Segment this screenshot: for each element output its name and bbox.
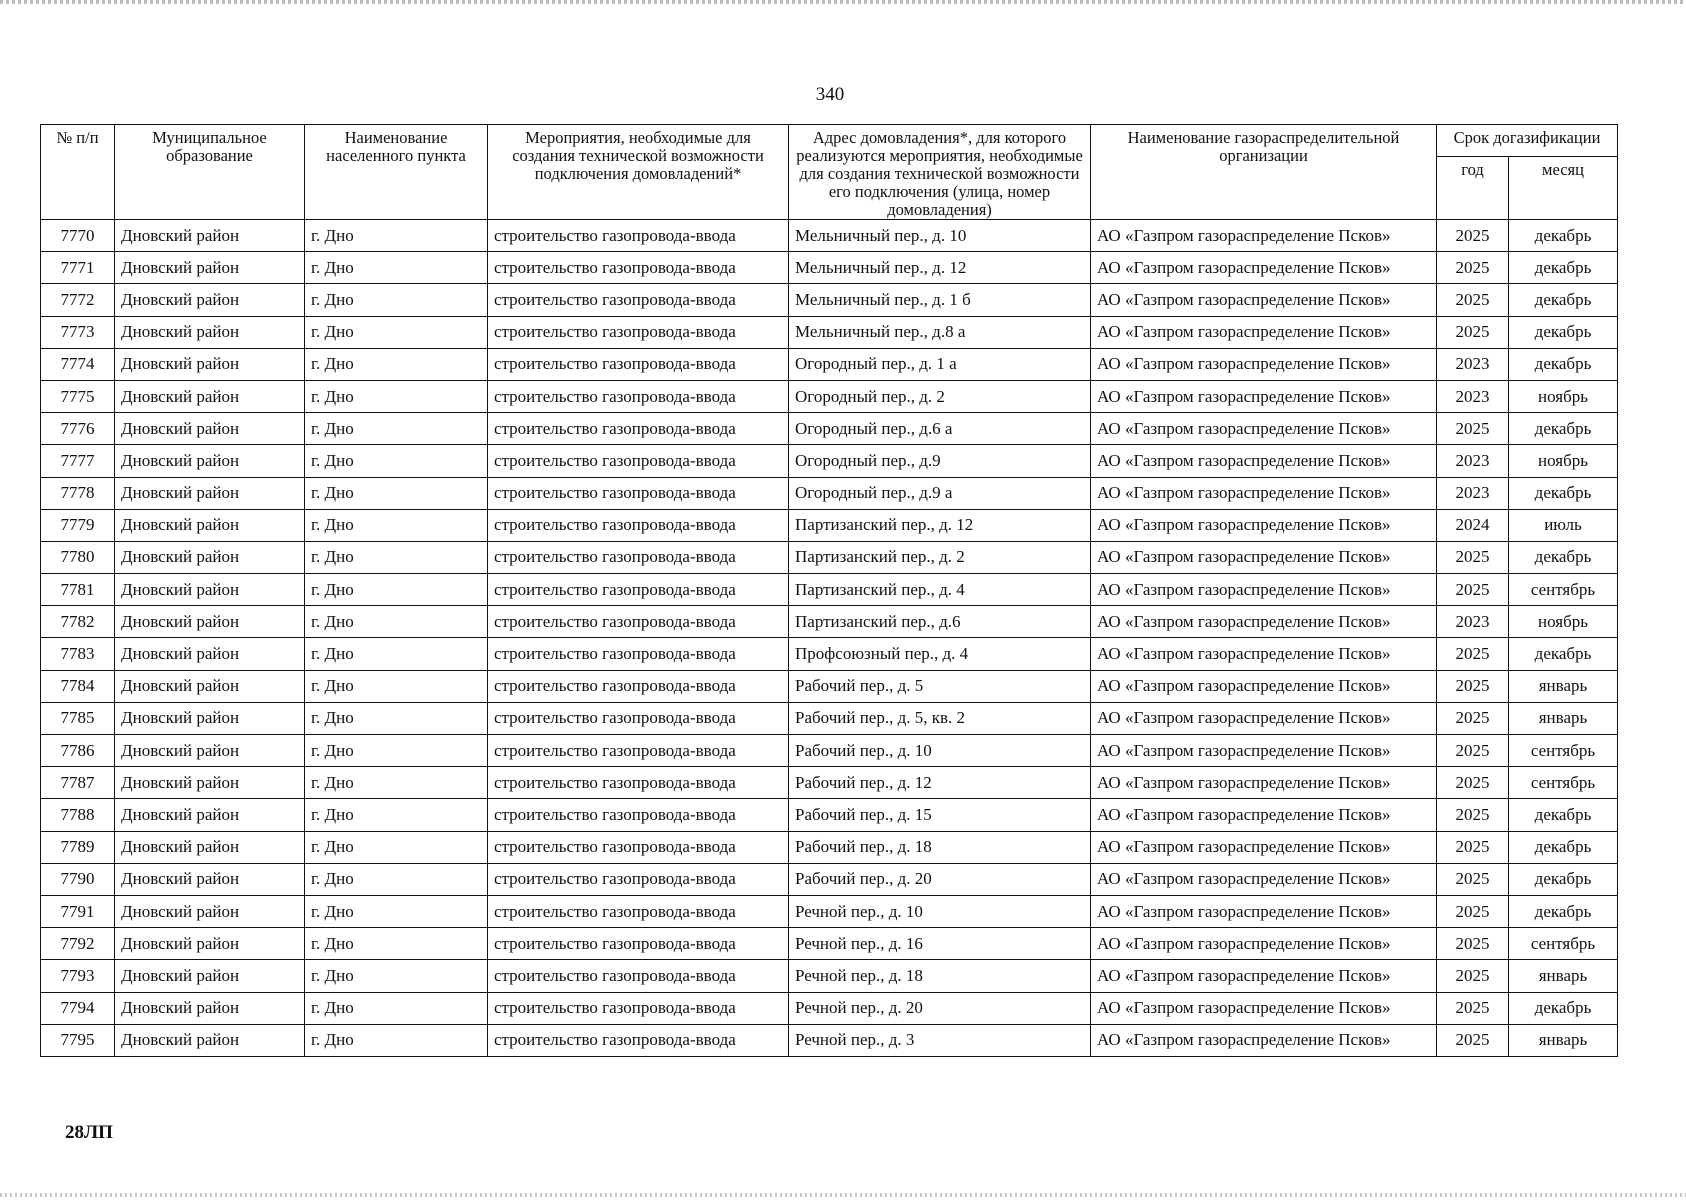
cell-settlement: г. Дно (305, 220, 488, 252)
cell-num: 7787 (41, 767, 115, 799)
cell-settlement: г. Дно (305, 895, 488, 927)
table-row (41, 445, 1618, 477)
cell-month: декабрь (1509, 220, 1618, 252)
cell-month: декабрь (1509, 348, 1618, 380)
cell-municipality: Дновский район (115, 541, 305, 573)
cell-measure: строительство газопровода-ввода (488, 574, 789, 606)
cell-municipality: Дновский район (115, 895, 305, 927)
cell-address: Партизанский пер., д.6 (789, 606, 1091, 638)
header-num: № п/п (41, 125, 115, 220)
cell-municipality: Дновский район (115, 284, 305, 316)
cell-year: 2025 (1437, 702, 1509, 734)
cell-settlement: г. Дно (305, 960, 488, 992)
cell-org: АО «Газпром газораспределение Псков» (1091, 767, 1437, 799)
cell-org: АО «Газпром газораспределение Псков» (1091, 413, 1437, 445)
cell-settlement: г. Дно (305, 735, 488, 767)
cell-num: 7775 (41, 380, 115, 412)
cell-year: 2025 (1437, 863, 1509, 895)
cell-month: декабрь (1509, 541, 1618, 573)
cell-year: 2025 (1437, 831, 1509, 863)
cell-num: 7782 (41, 606, 115, 638)
cell-address: Партизанский пер., д. 12 (789, 509, 1091, 541)
cell-num: 7780 (41, 541, 115, 573)
cell-month: январь (1509, 670, 1618, 702)
cell-settlement: г. Дно (305, 284, 488, 316)
table-row (41, 284, 1618, 316)
cell-settlement: г. Дно (305, 767, 488, 799)
cell-num: 7795 (41, 1024, 115, 1056)
cell-measure: строительство газопровода-ввода (488, 252, 789, 284)
cell-org: АО «Газпром газораспределение Псков» (1091, 735, 1437, 767)
cell-year: 2025 (1437, 541, 1509, 573)
cell-settlement: г. Дно (305, 316, 488, 348)
table-row (41, 606, 1618, 638)
cell-org: АО «Газпром газораспределение Псков» (1091, 380, 1437, 412)
cell-month: декабрь (1509, 863, 1618, 895)
cell-num: 7772 (41, 284, 115, 316)
cell-month: декабрь (1509, 992, 1618, 1024)
cell-measure: строительство газопровода-ввода (488, 316, 789, 348)
cell-settlement: г. Дно (305, 799, 488, 831)
table-row (41, 928, 1618, 960)
cell-municipality: Дновский район (115, 702, 305, 734)
scan-edge-top (0, 0, 1686, 4)
cell-num: 7779 (41, 509, 115, 541)
cell-settlement: г. Дно (305, 992, 488, 1024)
cell-month: декабрь (1509, 252, 1618, 284)
cell-address: Рабочий пер., д. 18 (789, 831, 1091, 863)
cell-settlement: г. Дно (305, 638, 488, 670)
cell-measure: строительство газопровода-ввода (488, 541, 789, 573)
cell-measure: строительство газопровода-ввода (488, 284, 789, 316)
cell-municipality: Дновский район (115, 735, 305, 767)
cell-settlement: г. Дно (305, 863, 488, 895)
cell-municipality: Дновский район (115, 220, 305, 252)
cell-year: 2025 (1437, 767, 1509, 799)
table-row (41, 413, 1618, 445)
cell-measure: строительство газопровода-ввода (488, 509, 789, 541)
cell-address: Мельничный пер., д. 10 (789, 220, 1091, 252)
cell-month: июль (1509, 509, 1618, 541)
cell-settlement: г. Дно (305, 702, 488, 734)
cell-year: 2024 (1437, 509, 1509, 541)
cell-address: Рабочий пер., д. 10 (789, 735, 1091, 767)
cell-month: ноябрь (1509, 380, 1618, 412)
table-row (41, 380, 1618, 412)
cell-year: 2023 (1437, 445, 1509, 477)
cell-org: АО «Газпром газораспределение Псков» (1091, 702, 1437, 734)
cell-org: АО «Газпром газораспределение Псков» (1091, 831, 1437, 863)
cell-address: Рабочий пер., д. 12 (789, 767, 1091, 799)
cell-municipality: Дновский район (115, 960, 305, 992)
cell-address: Речной пер., д. 18 (789, 960, 1091, 992)
cell-measure: строительство газопровода-ввода (488, 799, 789, 831)
cell-month: ноябрь (1509, 445, 1618, 477)
cell-settlement: г. Дно (305, 413, 488, 445)
header-municipality: Муниципальное образование (115, 125, 305, 220)
table-row (41, 638, 1618, 670)
cell-org: АО «Газпром газораспределение Псков» (1091, 541, 1437, 573)
table-row (41, 220, 1618, 252)
cell-address: Огородный пер., д. 1 а (789, 348, 1091, 380)
cell-org: АО «Газпром газораспределение Псков» (1091, 928, 1437, 960)
cell-measure: строительство газопровода-ввода (488, 831, 789, 863)
cell-year: 2025 (1437, 992, 1509, 1024)
cell-org: АО «Газпром газораспределение Псков» (1091, 252, 1437, 284)
cell-org: АО «Газпром газораспределение Псков» (1091, 348, 1437, 380)
cell-measure: строительство газопровода-ввода (488, 735, 789, 767)
cell-settlement: г. Дно (305, 445, 488, 477)
table-row (41, 348, 1618, 380)
header-year: год (1437, 157, 1509, 220)
cell-num: 7771 (41, 252, 115, 284)
cell-address: Профсоюзный пер., д. 4 (789, 638, 1091, 670)
cell-org: АО «Газпром газораспределение Псков» (1091, 574, 1437, 606)
cell-measure: строительство газопровода-ввода (488, 1024, 789, 1056)
table-row (41, 477, 1618, 509)
cell-address: Партизанский пер., д. 2 (789, 541, 1091, 573)
cell-org: АО «Газпром газораспределение Псков» (1091, 477, 1437, 509)
cell-org: АО «Газпром газораспределение Псков» (1091, 284, 1437, 316)
cell-org: АО «Газпром газораспределение Псков» (1091, 220, 1437, 252)
cell-num: 7778 (41, 477, 115, 509)
cell-settlement: г. Дно (305, 509, 488, 541)
table-row (41, 509, 1618, 541)
cell-num: 7770 (41, 220, 115, 252)
cell-month: декабрь (1509, 477, 1618, 509)
cell-measure: строительство газопровода-ввода (488, 606, 789, 638)
cell-municipality: Дновский район (115, 606, 305, 638)
cell-year: 2025 (1437, 735, 1509, 767)
cell-year: 2023 (1437, 380, 1509, 412)
cell-settlement: г. Дно (305, 574, 488, 606)
table-row (41, 252, 1618, 284)
cell-address: Рабочий пер., д. 15 (789, 799, 1091, 831)
cell-municipality: Дновский район (115, 863, 305, 895)
table-row (41, 1024, 1618, 1056)
cell-month: декабрь (1509, 316, 1618, 348)
cell-year: 2025 (1437, 220, 1509, 252)
cell-address: Огородный пер., д.9 (789, 445, 1091, 477)
cell-month: декабрь (1509, 895, 1618, 927)
cell-address: Огородный пер., д.6 а (789, 413, 1091, 445)
gasification-table (40, 124, 1618, 1057)
cell-address: Рабочий пер., д. 5 (789, 670, 1091, 702)
table-row (41, 895, 1618, 927)
cell-municipality: Дновский район (115, 509, 305, 541)
cell-year: 2025 (1437, 670, 1509, 702)
cell-municipality: Дновский район (115, 831, 305, 863)
cell-num: 7789 (41, 831, 115, 863)
cell-num: 7774 (41, 348, 115, 380)
cell-municipality: Дновский район (115, 252, 305, 284)
cell-year: 2025 (1437, 252, 1509, 284)
footer-code: 28ЛП (65, 1122, 113, 1143)
table-body (41, 220, 1618, 1057)
cell-measure: строительство газопровода-ввода (488, 992, 789, 1024)
header-deadline: Срок догазификации (1437, 125, 1618, 157)
cell-year: 2025 (1437, 895, 1509, 927)
cell-month: декабрь (1509, 413, 1618, 445)
cell-address: Огородный пер., д.9 а (789, 477, 1091, 509)
cell-org: АО «Газпром газораспределение Псков» (1091, 799, 1437, 831)
cell-address: Рабочий пер., д. 5, кв. 2 (789, 702, 1091, 734)
cell-measure: строительство газопровода-ввода (488, 863, 789, 895)
cell-measure: строительство газопровода-ввода (488, 928, 789, 960)
cell-address: Мельничный пер., д. 1 б (789, 284, 1091, 316)
cell-address: Речной пер., д. 20 (789, 992, 1091, 1024)
cell-month: сентябрь (1509, 574, 1618, 606)
cell-num: 7788 (41, 799, 115, 831)
cell-measure: строительство газопровода-ввода (488, 895, 789, 927)
table-row (41, 316, 1618, 348)
cell-num: 7785 (41, 702, 115, 734)
table-row (41, 735, 1618, 767)
cell-municipality: Дновский район (115, 1024, 305, 1056)
cell-address: Партизанский пер., д. 4 (789, 574, 1091, 606)
header-month: месяц (1509, 157, 1618, 220)
cell-settlement: г. Дно (305, 477, 488, 509)
cell-num: 7794 (41, 992, 115, 1024)
cell-settlement: г. Дно (305, 606, 488, 638)
cell-settlement: г. Дно (305, 928, 488, 960)
cell-num: 7793 (41, 960, 115, 992)
cell-year: 2025 (1437, 284, 1509, 316)
cell-num: 7781 (41, 574, 115, 606)
cell-settlement: г. Дно (305, 831, 488, 863)
cell-month: сентябрь (1509, 767, 1618, 799)
cell-address: Рабочий пер., д. 20 (789, 863, 1091, 895)
cell-settlement: г. Дно (305, 670, 488, 702)
cell-municipality: Дновский район (115, 445, 305, 477)
cell-month: декабрь (1509, 799, 1618, 831)
cell-address: Речной пер., д. 3 (789, 1024, 1091, 1056)
cell-month: декабрь (1509, 638, 1618, 670)
cell-num: 7790 (41, 863, 115, 895)
cell-org: АО «Газпром газораспределение Псков» (1091, 638, 1437, 670)
cell-year: 2025 (1437, 928, 1509, 960)
cell-num: 7792 (41, 928, 115, 960)
cell-org: АО «Газпром газораспределение Псков» (1091, 1024, 1437, 1056)
header-measures: Мероприятия, необходимые для создания технической возможности подключения домовладений* (488, 125, 789, 220)
cell-org: АО «Газпром газораспределение Псков» (1091, 863, 1437, 895)
cell-org: АО «Газпром газораспределение Псков» (1091, 895, 1437, 927)
cell-month: январь (1509, 1024, 1618, 1056)
cell-month: сентябрь (1509, 735, 1618, 767)
cell-num: 7773 (41, 316, 115, 348)
cell-num: 7776 (41, 413, 115, 445)
cell-municipality: Дновский район (115, 413, 305, 445)
cell-month: декабрь (1509, 284, 1618, 316)
cell-municipality: Дновский район (115, 316, 305, 348)
cell-measure: строительство газопровода-ввода (488, 638, 789, 670)
cell-municipality: Дновский район (115, 799, 305, 831)
cell-num: 7777 (41, 445, 115, 477)
cell-year: 2023 (1437, 348, 1509, 380)
cell-measure: строительство газопровода-ввода (488, 445, 789, 477)
cell-num: 7784 (41, 670, 115, 702)
cell-org: АО «Газпром газораспределение Псков» (1091, 606, 1437, 638)
header-address: Адрес домовладения*, для которого реализуются мероприятия, необходимые для создания технической возможности его подключения (улица, номер домовладения) (789, 125, 1091, 220)
cell-num: 7783 (41, 638, 115, 670)
cell-measure: строительство газопровода-ввода (488, 413, 789, 445)
cell-address: Огородный пер., д. 2 (789, 380, 1091, 412)
cell-year: 2025 (1437, 574, 1509, 606)
cell-measure: строительство газопровода-ввода (488, 702, 789, 734)
cell-org: АО «Газпром газораспределение Псков» (1091, 316, 1437, 348)
header-gas-org: Наименование газораспределительной организации (1091, 125, 1437, 220)
table-row (41, 767, 1618, 799)
table-header (41, 125, 1618, 220)
table-row (41, 541, 1618, 573)
table-row (41, 574, 1618, 606)
cell-month: январь (1509, 702, 1618, 734)
cell-measure: строительство газопровода-ввода (488, 767, 789, 799)
table-row (41, 702, 1618, 734)
header-settlement: Наименование населенного пункта (305, 125, 488, 220)
cell-address: Мельничный пер., д.8 а (789, 316, 1091, 348)
cell-settlement: г. Дно (305, 541, 488, 573)
cell-municipality: Дновский район (115, 380, 305, 412)
cell-month: ноябрь (1509, 606, 1618, 638)
cell-settlement: г. Дно (305, 1024, 488, 1056)
cell-num: 7786 (41, 735, 115, 767)
cell-year: 2025 (1437, 638, 1509, 670)
cell-settlement: г. Дно (305, 252, 488, 284)
table-row (41, 863, 1618, 895)
page-number: 340 (815, 84, 845, 105)
cell-num: 7791 (41, 895, 115, 927)
cell-measure: строительство газопровода-ввода (488, 477, 789, 509)
cell-year: 2025 (1437, 413, 1509, 445)
cell-settlement: г. Дно (305, 380, 488, 412)
cell-org: АО «Газпром газораспределение Псков» (1091, 670, 1437, 702)
cell-municipality: Дновский район (115, 992, 305, 1024)
cell-month: январь (1509, 960, 1618, 992)
cell-address: Речной пер., д. 10 (789, 895, 1091, 927)
cell-month: декабрь (1509, 831, 1618, 863)
cell-address: Речной пер., д. 16 (789, 928, 1091, 960)
cell-municipality: Дновский район (115, 477, 305, 509)
scan-edge-bottom (0, 1193, 1686, 1197)
table-row (41, 831, 1618, 863)
table-row (41, 992, 1618, 1024)
cell-org: АО «Газпром газораспределение Псков» (1091, 445, 1437, 477)
cell-municipality: Дновский район (115, 348, 305, 380)
cell-year: 2023 (1437, 606, 1509, 638)
table-row (41, 799, 1618, 831)
cell-measure: строительство газопровода-ввода (488, 670, 789, 702)
cell-year: 2025 (1437, 960, 1509, 992)
cell-settlement: г. Дно (305, 348, 488, 380)
cell-municipality: Дновский район (115, 928, 305, 960)
cell-year: 2025 (1437, 799, 1509, 831)
cell-measure: строительство газопровода-ввода (488, 220, 789, 252)
table-row (41, 960, 1618, 992)
cell-org: АО «Газпром газораспределение Псков» (1091, 992, 1437, 1024)
cell-municipality: Дновский район (115, 670, 305, 702)
cell-measure: строительство газопровода-ввода (488, 380, 789, 412)
cell-municipality: Дновский район (115, 767, 305, 799)
cell-org: АО «Газпром газораспределение Псков» (1091, 960, 1437, 992)
cell-month: сентябрь (1509, 928, 1618, 960)
cell-org: АО «Газпром газораспределение Псков» (1091, 509, 1437, 541)
cell-address: Мельничный пер., д. 12 (789, 252, 1091, 284)
cell-measure: строительство газопровода-ввода (488, 960, 789, 992)
cell-year: 2023 (1437, 477, 1509, 509)
cell-measure: строительство газопровода-ввода (488, 348, 789, 380)
cell-municipality: Дновский район (115, 638, 305, 670)
cell-municipality: Дновский район (115, 574, 305, 606)
cell-year: 2025 (1437, 316, 1509, 348)
cell-year: 2025 (1437, 1024, 1509, 1056)
table-row (41, 670, 1618, 702)
